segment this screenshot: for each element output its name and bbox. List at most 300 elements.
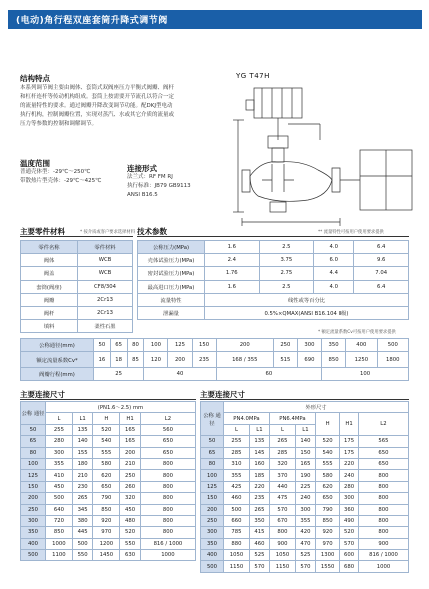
cell: 100 [322,368,409,381]
cell: 65 [110,339,127,352]
cell: 800 [140,504,195,515]
cell: 300 [46,447,73,458]
cell: 415 [249,527,269,538]
cell: 520 [120,527,141,538]
cell: 800 [358,527,408,538]
materials-note: * 按介质或客户要求选择材料 [80,230,136,235]
structure-line: 本系列调节阀主要由阀体、套筒式双阀座压力平衡式阀瓣、阀杆 [20,85,175,91]
table-row [201,493,409,504]
section-rule [137,236,409,237]
cell: 6.4 [354,241,409,254]
col-header: L [46,413,73,424]
cell: WCB [78,267,133,280]
cell: 145 [249,447,269,458]
cell: 425 [224,481,250,492]
row-label: 阀瓣行程(mm) [21,368,94,381]
cell: 525 [295,550,315,561]
cell: 800 [140,481,195,492]
cell: 40 [144,368,216,381]
cell: 570 [269,504,295,515]
table-header-row [201,413,409,424]
cell: 2Cr13 [78,293,133,306]
cell: 60 [216,368,321,381]
cell: 800 [140,458,195,469]
temp-heading: 温度范围 [20,159,50,168]
cell: 1450 [93,550,120,561]
cell: 680 [340,561,359,572]
cell: 25 [94,368,144,381]
cell: 120 [144,352,168,368]
table-row [21,538,196,549]
cell: 1250 [346,352,377,368]
cell: 1000 [46,538,73,549]
table-row [21,481,196,492]
dim1-body [21,424,196,561]
cell: 1800 [377,352,408,368]
cell: 260 [120,481,141,492]
cell: 300 [297,339,321,352]
col-header: 零件材料 [78,241,133,254]
cell: 7.04 [354,267,409,280]
table-row [21,254,133,267]
cell: 220 [340,458,359,469]
cell: 265 [269,436,295,447]
structure-line: 压力等参数的控制和调解调节。 [20,121,98,127]
cell: 1200 [93,538,120,549]
row-label: 300 [21,515,46,526]
table-row [21,280,133,293]
row-label: 公称通径(mm) [21,339,94,352]
cell: 920 [93,515,120,526]
cell: 650 [93,481,120,492]
cell: 4.0 [314,280,354,293]
row-label: 125 [201,481,224,492]
row-label: 200 [201,504,224,515]
cell: 240 [340,470,359,481]
table-row [201,561,409,572]
cell: 200 [216,339,273,352]
cell: 2.75 [259,267,314,280]
structure-line: 执行机构，控制阀瓣位置，实现对蒸汽、水或其它介质的流量或 [20,112,175,118]
cell: 650 [315,493,339,504]
cell: 816 / 1000 [140,538,195,549]
col-header: L1 [295,424,315,435]
row-label: 400 [201,550,224,561]
cell: 620 [93,470,120,481]
cell: 800 [140,527,195,538]
col-header: 公称 通径 [21,402,46,425]
cell: 460 [249,538,269,549]
col-group-header: 外形尺寸 [224,402,409,413]
cell: 320 [120,493,141,504]
cell: 540 [93,436,120,447]
cell: 420 [295,527,315,538]
cell: 570 [295,561,315,572]
table-row [21,352,409,368]
materials-table [20,240,133,333]
cell: 355 [224,470,250,481]
cell: 520 [93,424,120,435]
cell: 80 [127,339,144,352]
cell: 165 [120,424,141,435]
cell: 800 [358,481,408,492]
cell: 690 [297,352,321,368]
cell: 230 [72,481,93,492]
cell: 流量特性 [138,293,205,306]
row-label: 80 [201,458,224,469]
cell: 50 [94,339,111,352]
table-header-row [201,402,409,413]
col-header: L2 [358,413,408,436]
cell: 3.75 [259,254,314,267]
cell: 200 [168,352,192,368]
cell: 555 [315,458,339,469]
cell: 500 [72,538,93,549]
conn-heading: 连接形式 [127,164,157,173]
cell: 640 [46,504,73,515]
cell: WCB [78,254,133,267]
cell: 220 [249,481,269,492]
cell: 355 [295,515,315,526]
cell: 235 [249,493,269,504]
cell: 850 [46,527,73,538]
cell: 440 [269,481,295,492]
conn-text [127,173,191,200]
cell: 500 [224,504,250,515]
cell: 785 [224,527,250,538]
cell: 800 [140,493,195,504]
dim2-body [201,436,409,573]
row-label: 250 [201,515,224,526]
cell: 565 [358,436,408,447]
table-row [201,527,409,538]
row-label: 65 [21,436,46,447]
table-row [21,527,196,538]
cell: 4.0 [314,241,354,254]
cell: 密封试验压力(MPa) [138,267,205,280]
col-header: H1 [120,413,141,424]
structure-heading: 结构特点 [20,74,50,83]
cell: 475 [269,493,295,504]
table-row [21,470,196,481]
cell: 570 [340,538,359,549]
cell: 310 [224,458,250,469]
cell: 540 [315,447,339,458]
temp-line: 带散热片型壳体：-29℃～425℃ [20,178,102,184]
cell: 柔性石墨 [78,320,133,333]
row-label: 100 [201,470,224,481]
cell: 1.6 [205,280,260,293]
cell: 800 [269,527,295,538]
cell: 165 [120,436,141,447]
table-header-row [21,402,196,413]
cell: 920 [315,527,339,538]
conn-line: 执行标准：JB79 GB9113 [127,183,191,189]
col-group-header: (PN1.6～2.5) mm [46,402,196,413]
row-label: 150 [201,493,224,504]
cell: 1150 [269,561,295,572]
table-row [201,481,409,492]
cell: 1.76 [205,267,260,280]
cell: 1100 [46,550,73,561]
cell: 580 [315,470,339,481]
cell: 140 [295,436,315,447]
cell: 6.0 [314,254,354,267]
table-row [201,447,409,458]
cell: 380 [72,515,93,526]
cell: 800 [358,504,408,515]
row-label: 50 [21,424,46,435]
tech-note-top: ** 流量特性可按用户使用要求提供 [318,230,384,235]
table-row [201,470,409,481]
conn-line: ANSI B16.5 [127,192,158,198]
table-row [201,458,409,469]
cell: 520 [340,527,359,538]
table-row [21,320,133,333]
cell: 555 [93,447,120,458]
cell: 525 [249,550,269,561]
cell: 490 [340,515,359,526]
cell: 630 [120,550,141,561]
cell: 600 [340,550,359,561]
table-row [21,550,196,561]
cell: 720 [46,515,73,526]
cell: 155 [72,447,93,458]
cell: 850 [322,352,346,368]
table-row [21,339,409,352]
dim2-table [200,401,409,573]
cell: 850 [315,515,339,526]
page-title: (电动)角行程双座套筒升降式调节阀 [16,16,168,26]
cell: 515 [273,352,297,368]
cell: 壳体试验压力(MPa) [138,254,205,267]
cell: 650 [358,447,408,458]
col-subgroup-header: PN6.4MPa [269,413,315,424]
row-label: 350 [21,527,46,538]
cell: 650 [140,447,195,458]
col-header: 零件名称 [21,241,78,254]
cell: 250 [273,339,297,352]
sizes-table [20,338,409,381]
col-header: H [315,413,339,436]
cell: 285 [269,447,295,458]
cell: 800 [358,515,408,526]
cell: 370 [269,470,295,481]
cell: 900 [269,538,295,549]
cell: 填料 [21,320,78,333]
cell: 阀盖 [21,267,78,280]
table-row [201,538,409,549]
col-subgroup-header: PN4.0MPa [224,413,270,424]
table-row [21,424,196,435]
cell: 650 [358,458,408,469]
cell: 线性或等百分比 [205,293,409,306]
tech-table [137,240,409,320]
cell: 445 [72,527,93,538]
cell: 1300 [315,550,339,561]
col-header: L2 [140,413,195,424]
table-row [21,504,196,515]
table-row [201,436,409,447]
table-row [138,241,409,254]
table-row [21,458,196,469]
cell: 1150 [224,561,250,572]
cell: 900 [358,538,408,549]
cell: 135 [72,424,93,435]
cell: 最高进口压力(MPa) [138,280,205,293]
cell: 150 [295,447,315,458]
cell: 255 [224,436,250,447]
cell: 790 [315,504,339,515]
cell: 360 [340,504,359,515]
cell: 175 [340,436,359,447]
tech-heading: 技术参数 [137,227,167,236]
cell: 800 [358,493,408,504]
cell: 620 [315,481,339,492]
cell: 320 [269,458,295,469]
section-rule [200,399,409,400]
row-label: 100 [21,458,46,469]
row-label: 65 [201,447,224,458]
table-row [21,436,196,447]
cell: 450 [120,504,141,515]
cell: 0.5%×QMAX(ANSI B16.104 Ⅱ级) [205,306,409,319]
col-header: L1 [249,424,269,435]
model-code: YG T47H [236,72,270,80]
structure-line: 和杠杆连杆等传动机构组成。套筒上按需要开节流孔以符合一定 [20,94,175,100]
table-row [21,493,196,504]
table-row [21,515,196,526]
cell: 280 [340,481,359,492]
table-row [21,293,133,306]
cell: 150 [192,339,216,352]
cell: 140 [72,436,93,447]
cell: 225 [295,481,315,492]
cell: 500 [377,339,408,352]
cell: 2.4 [205,254,260,267]
cell: 公称压力(MPa) [138,241,205,254]
cell: 800 [358,470,408,481]
table-row [201,515,409,526]
cell: 550 [120,538,141,549]
cell: 135 [249,436,269,447]
cell: 168 / 355 [216,352,273,368]
cell: 85 [127,352,144,368]
table-row [138,254,409,267]
structure-text [20,84,230,129]
table-row [138,267,409,280]
dim1-heading: 主要连接尺寸 [20,390,65,399]
cell: 570 [249,561,269,572]
cell: 250 [120,470,141,481]
cell: 1000 [358,561,408,572]
cell: 285 [224,447,250,458]
dim1-table [20,401,196,561]
cell: 660 [224,515,250,526]
cell: 190 [295,470,315,481]
cell: 880 [224,538,250,549]
cell: 1000 [140,550,195,561]
cell: 185 [249,470,269,481]
col-header: H1 [340,413,359,436]
row-label: 350 [201,538,224,549]
cell: 350 [322,339,346,352]
row-label: 50 [201,436,224,447]
cell: 800 [140,515,195,526]
cell: 阀体 [21,254,78,267]
row-label: 150 [21,481,46,492]
cell: 1050 [269,550,295,561]
cell: 790 [93,493,120,504]
cell: 550 [72,550,93,561]
cell: 816 / 1000 [358,550,408,561]
cell: 400 [346,339,377,352]
col-header: L [224,424,250,435]
cell: 580 [93,458,120,469]
cell: 165 [295,458,315,469]
cell: 阀瓣 [21,293,78,306]
cell: 650 [140,436,195,447]
table-header-row [21,413,196,424]
cell: 300 [340,493,359,504]
table-row [201,550,409,561]
col-header: H [93,413,120,424]
table-row [138,306,409,319]
cell: 210 [72,470,93,481]
cell: 阀杆 [21,306,78,319]
title-bar [8,10,422,29]
valve-drawing [232,80,420,228]
cell: 套筒(阀座) [21,280,78,293]
cell: 300 [295,504,315,515]
cell: CF8/304 [78,280,133,293]
row-label: 300 [201,527,224,538]
cell: 18 [110,352,127,368]
cell: 210 [120,458,141,469]
conn-line: 法兰式：RF FM RJ [127,174,173,180]
row-label: 400 [21,538,46,549]
cell: 175 [340,447,359,458]
table-row [138,280,409,293]
table-row [21,368,409,381]
table-row [21,267,133,280]
cell: 520 [315,436,339,447]
cell: 200 [120,447,141,458]
col-header: L1 [72,413,93,424]
row-label: 80 [21,447,46,458]
cell: 4.4 [314,267,354,280]
cell: 450 [46,481,73,492]
cell: 280 [46,436,73,447]
table-row [138,293,409,306]
cell: 670 [269,515,295,526]
cell: 6.4 [354,280,409,293]
cell: 560 [140,424,195,435]
structure-line: 的流量特性的要求。通过阀瓣升降改变调节功能。配DKJ型电动 [20,103,173,109]
cell: 1050 [224,550,250,561]
cell: 970 [93,527,120,538]
cell: 1550 [315,561,339,572]
cell: 180 [72,458,93,469]
row-label: 500 [201,561,224,572]
cell: 2.5 [259,280,314,293]
tech-note-bottom: * 额定流量系数Cv可按用户使用要求提供 [318,330,396,335]
cell: 355 [46,458,73,469]
temp-text [20,168,101,186]
cell: 2Cr13 [78,306,133,319]
cell: 235 [192,352,216,368]
cell: 850 [93,504,120,515]
